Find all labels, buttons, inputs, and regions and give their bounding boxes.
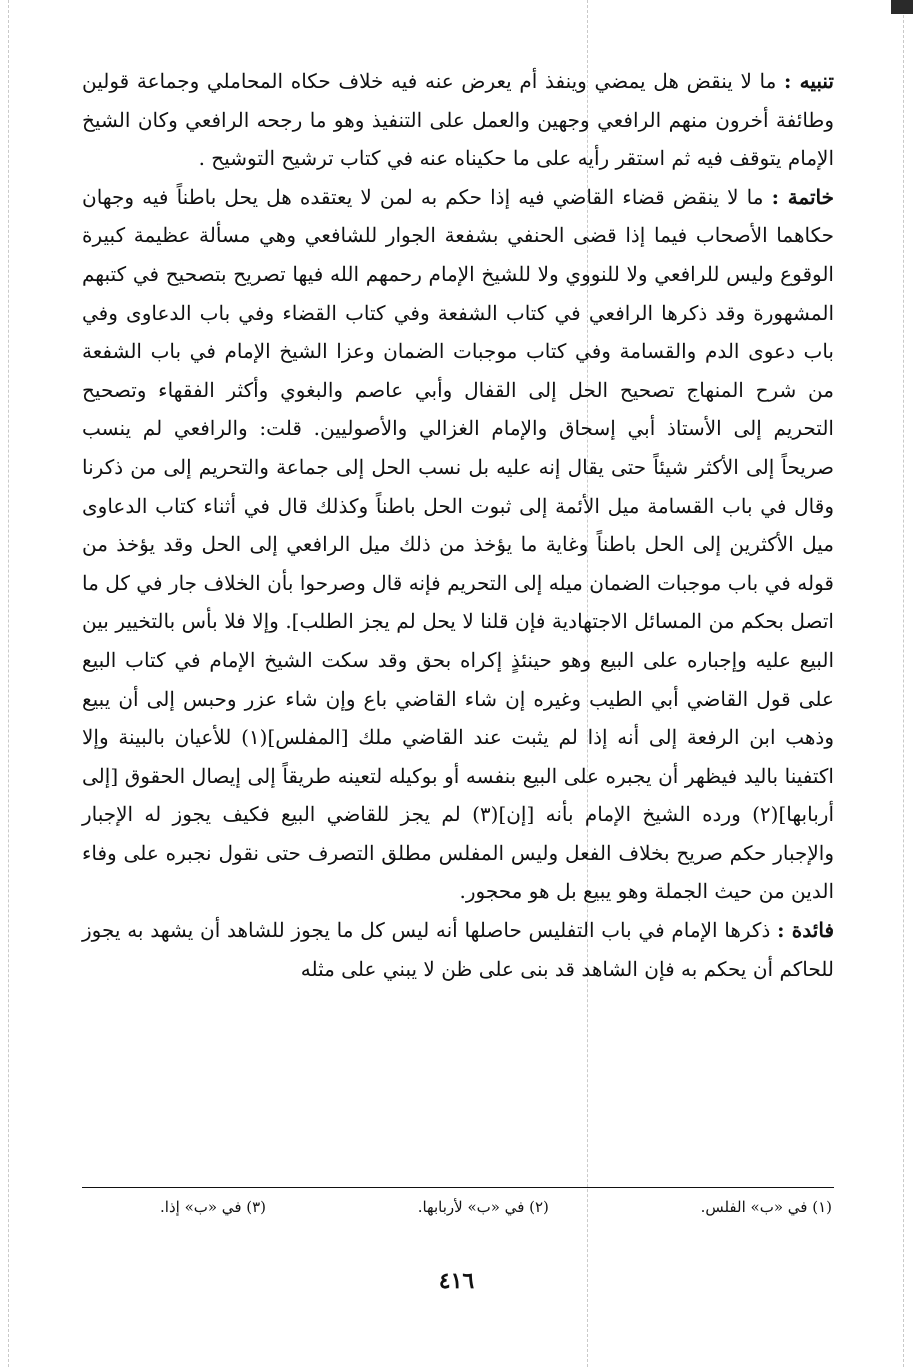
paragraph-lead: فائدة :: [777, 918, 835, 943]
paragraph-tanbih: [82, 62, 834, 178]
corner-mark: [891, 0, 913, 14]
paragraph-khatima: [82, 178, 834, 911]
footnote-divider: [82, 1187, 834, 1188]
paragraph-lead: تنبيه :: [783, 69, 834, 93]
footnote-2: (٢) في «ب» لأربابها.: [417, 1198, 549, 1216]
paragraph-text: ذكرها الإمام في باب التفليس حاصلها أنه ليس كل ما يجوز للشاهد أن يشهد به يجوز للحاكم أن يحكم به فإن الشاهد قد بنى على ظن لا يبني على مثله: [82, 918, 834, 981]
paragraph-faida: [82, 911, 834, 988]
footnotes: [160, 1198, 832, 1216]
page-body: [82, 62, 834, 988]
scan-guide-right: [903, 0, 904, 1367]
footnote-1: (١) في «ب» الفلس.: [700, 1198, 832, 1216]
paragraph-lead: خاتمة :: [771, 184, 835, 209]
scan-guide-left: [8, 0, 9, 1367]
paragraph-text: ما لا ينقض قضاء القاضي فيه إذا حكم به لمن لا يعتقده هل يحل باطناً فيه وجهان حكاهما الأصحاب فيما إذا قضى الحنفي بشفعة الجوار للشافعي وهي مسألة عظيمة كبيرة الوقوع وليس للرافعي ولا للنووي ولا للشيخ الإمام رحمهم الله فيها تصريح بتصحيح في كتبهم المشهورة وقد ذكرها الرافعي في كتاب الشفعة وفي كتاب القضاء وفي باب الدعاوى وفي باب دعوى الدم والقسامة وفي كتاب موجبات الضمان وعزا الشيخ الإمام في باب الشفعة من شرح المنهاج تصحيح الحل إلى القفال وأبي عاصم والبغوي وأكثر الفقهاء وتصحيح التحريم إلى الأستاذ أبي إسحاق والإمام الغزالي والأصوليين. قلت: والرافعي لم ينسب صريحاً إلى الأكثر شيئاً حتى يقال إنه عليه بل نسب الحل إلى جماعة والتحريم إلى من ذكرنا وقال في باب القسامة ميل الأئمة إلى ثبوت الحل باطناً وكذلك قال في أثناء كتاب الدعاوى ميل الأكثرين إلى الحل باطناً وغاية ما يؤخذ من ذلك ميل الرافعي إلى الحل وقد يؤخذ من قوله في باب موجبات الضمان ميله إلى التحريم فإنه قال وصرحوا بأن الخلاف جار في كل ما اتصل بحكم من المسائل الاجتهادية فإن قلنا لا يحل لم يجز الطلب]. وإلا فلا بأس بالتخيير بين البيع عليه وإجباره على البيع وهو حينئذٍ إكراه بحق وقد سكت الشيخ الإمام في كتاب البيع على قول القاضي أبي الطيب وغيره إن شاء القاضي باع وإن شاء عزر وحبس إلى أن يبيع وذهب ابن الرفعة إلى أنه إذا لم يثبت عند القاضي ملك [المفلس](١) للأعيان بالبينة وإلا اكتفينا باليد فيظهر أن يجبره على البيع بنفسه أو بوكيله لتعينه طريقاً إلى إيصال الحقوق [إلى أربابها](٢) ورده الشيخ الإمام بأنه [إن](٣) لم يجز للقاضي البيع فكيف يجوز له الإجبار والإجبار حكم صريح بخلاف الفعل وليس المفلس مطلق التصرف حتى نقول نجبره على وفاء الدين من حيث الجملة وهو يبيع بل هو محجور.: [82, 184, 835, 904]
page-number: ٤١٦: [438, 1268, 475, 1294]
footnote-3: (٣) في «ب» إذا.: [160, 1198, 267, 1216]
paragraph-text: ما لا ينقض هل يمضي وينفذ أم يعرض عنه فيه خلاف حكاه المحاملي وجماعة قولين وطائفة أخرون منهم الرافعي وجهين والعمل على التنفيذ وهو ما رجحه الرافعي وكان الشيخ الإمام يتوقف فيه ثم استقر رأيه على ما حكيناه عنه في كتاب ترشيح التوشيح .: [82, 69, 834, 171]
